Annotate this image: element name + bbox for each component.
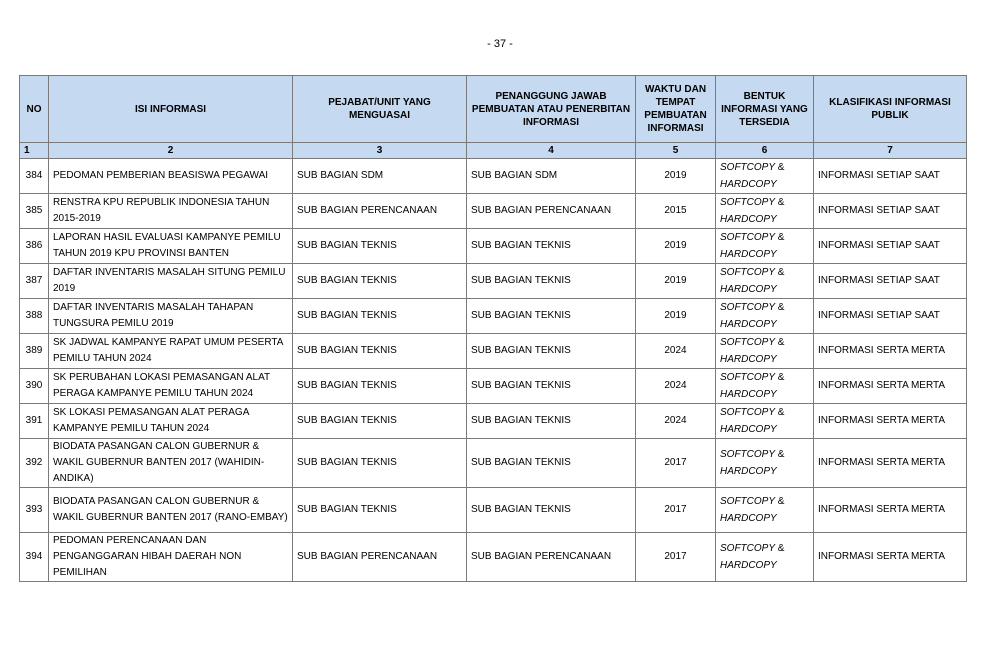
row-number: 390 — [20, 369, 49, 404]
isi-informasi-cell: BIODATA PASANGAN CALON GUBERNUR & WAKIL GUBERNUR BANTEN 2017 (WAHIDIN-ANDIKA) — [49, 439, 293, 488]
waktu-cell: 2024 — [636, 369, 716, 404]
klasifikasi-cell: INFORMASI SERTA MERTA — [814, 533, 967, 582]
ampersand-text: & — [775, 496, 785, 507]
hardcopy-text: HARDCOPY — [720, 560, 777, 571]
bentuk-cell — [716, 299, 814, 334]
softcopy-text: SOFTCOPY — [720, 267, 776, 278]
pejabat-cell: SUB BAGIAN TEKNIS — [293, 264, 467, 299]
page-number: - 37 - — [487, 38, 513, 50]
bentuk-cell — [716, 404, 814, 439]
isi-informasi-cell: PEDOMAN PERENCANAAN DAN PENGANGGARAN HIBAH DAERAH NON PEMILIHAN — [49, 533, 293, 582]
table-row — [20, 299, 967, 334]
hardcopy-text: HARDCOPY — [720, 354, 777, 365]
waktu-cell: 2017 — [636, 488, 716, 533]
softcopy-text: SOFTCOPY — [720, 337, 776, 348]
softcopy-text: SOFTCOPY — [720, 302, 776, 313]
klasifikasi-cell: INFORMASI SETIAP SAAT — [814, 194, 967, 229]
ampersand-text: & — [775, 267, 785, 278]
pejabat-cell: SUB BAGIAN TEKNIS — [293, 439, 467, 488]
bentuk-cell — [716, 229, 814, 264]
row-number: 391 — [20, 404, 49, 439]
ampersand-text: & — [775, 449, 785, 460]
pejabat-cell: SUB BAGIAN TEKNIS — [293, 299, 467, 334]
waktu-cell: 2015 — [636, 194, 716, 229]
isi-informasi-cell: LAPORAN HASIL EVALUASI KAMPANYE PEMILU TAHUN 2019 KPU PROVINSI BANTEN — [49, 229, 293, 264]
klasifikasi-cell: INFORMASI SERTA MERTA — [814, 369, 967, 404]
information-table — [19, 75, 967, 582]
ampersand-text: & — [775, 337, 785, 348]
ampersand-text: & — [775, 372, 785, 383]
penanggung-jawab-cell: SUB BAGIAN TEKNIS — [467, 299, 636, 334]
softcopy-text: SOFTCOPY — [720, 372, 776, 383]
softcopy-text: SOFTCOPY — [720, 162, 776, 173]
waktu-cell: 2019 — [636, 299, 716, 334]
isi-informasi-cell: DAFTAR INVENTARIS MASALAH SITUNG PEMILU 2019 — [49, 264, 293, 299]
row-number: 386 — [20, 229, 49, 264]
ampersand-text: & — [775, 407, 785, 418]
penanggung-jawab-cell: SUB BAGIAN PERENCANAAN — [467, 533, 636, 582]
klasifikasi-cell: INFORMASI SETIAP SAAT — [814, 229, 967, 264]
penanggung-jawab-cell: SUB BAGIAN TEKNIS — [467, 264, 636, 299]
table-row — [20, 404, 967, 439]
waktu-cell: 2017 — [636, 533, 716, 582]
hardcopy-text: HARDCOPY — [720, 389, 777, 400]
column-number: 4 — [467, 143, 636, 159]
ampersand-text: & — [775, 162, 785, 173]
column-number: 3 — [293, 143, 467, 159]
column-number: 5 — [636, 143, 716, 159]
waktu-cell: 2017 — [636, 439, 716, 488]
row-number: 387 — [20, 264, 49, 299]
table-row — [20, 369, 967, 404]
penanggung-jawab-cell: SUB BAGIAN TEKNIS — [467, 369, 636, 404]
klasifikasi-cell: INFORMASI SERTA MERTA — [814, 404, 967, 439]
bentuk-cell — [716, 159, 814, 194]
pejabat-cell: SUB BAGIAN SDM — [293, 159, 467, 194]
penanggung-jawab-cell: SUB BAGIAN TEKNIS — [467, 488, 636, 533]
penanggung-jawab-cell: SUB BAGIAN PERENCANAAN — [467, 194, 636, 229]
penanggung-jawab-cell: SUB BAGIAN SDM — [467, 159, 636, 194]
klasifikasi-cell: INFORMASI SERTA MERTA — [814, 488, 967, 533]
column-number-row — [20, 143, 967, 159]
header-pejabat: PEJABAT/UNIT YANG MENGUASAI — [293, 76, 467, 143]
row-number: 384 — [20, 159, 49, 194]
pejabat-cell: SUB BAGIAN TEKNIS — [293, 334, 467, 369]
isi-informasi-cell: RENSTRA KPU REPUBLIK INDONESIA TAHUN 2015-2019 — [49, 194, 293, 229]
waktu-cell: 2019 — [636, 159, 716, 194]
column-number: 2 — [49, 143, 293, 159]
bentuk-cell — [716, 334, 814, 369]
hardcopy-text: HARDCOPY — [720, 319, 777, 330]
pejabat-cell: SUB BAGIAN TEKNIS — [293, 369, 467, 404]
pejabat-cell: SUB BAGIAN TEKNIS — [293, 488, 467, 533]
pejabat-cell: SUB BAGIAN TEKNIS — [293, 404, 467, 439]
bentuk-cell — [716, 439, 814, 488]
ampersand-text: & — [775, 197, 785, 208]
header-isi-informasi: ISI INFORMASI — [49, 76, 293, 143]
penanggung-jawab-cell: SUB BAGIAN TEKNIS — [467, 404, 636, 439]
table-row — [20, 229, 967, 264]
pejabat-cell: SUB BAGIAN TEKNIS — [293, 229, 467, 264]
table-row — [20, 264, 967, 299]
table-row — [20, 439, 967, 488]
softcopy-text: SOFTCOPY — [720, 543, 776, 554]
waktu-cell: 2024 — [636, 334, 716, 369]
hardcopy-text: HARDCOPY — [720, 513, 777, 524]
hardcopy-text: HARDCOPY — [720, 424, 777, 435]
klasifikasi-cell: INFORMASI SETIAP SAAT — [814, 159, 967, 194]
penanggung-jawab-cell: SUB BAGIAN TEKNIS — [467, 334, 636, 369]
pejabat-cell: SUB BAGIAN PERENCANAAN — [293, 533, 467, 582]
penanggung-jawab-cell: SUB BAGIAN TEKNIS — [467, 439, 636, 488]
klasifikasi-cell: INFORMASI SETIAP SAAT — [814, 264, 967, 299]
isi-informasi-cell: SK PERUBAHAN LOKASI PEMASANGAN ALAT PERAGA KAMPANYE PEMILU TAHUN 2024 — [49, 369, 293, 404]
waktu-cell: 2019 — [636, 264, 716, 299]
hardcopy-text: HARDCOPY — [720, 249, 777, 260]
header-row — [20, 76, 967, 143]
softcopy-text: SOFTCOPY — [720, 407, 776, 418]
table-row — [20, 334, 967, 369]
ampersand-text: & — [775, 543, 785, 554]
isi-informasi-cell: BIODATA PASANGAN CALON GUBERNUR & WAKIL GUBERNUR BANTEN 2017 (RANO-EMBAY) — [49, 488, 293, 533]
header-bentuk: BENTUK INFORMASI YANG TERSEDIA — [716, 76, 814, 143]
row-number: 394 — [20, 533, 49, 582]
header-waktu: WAKTU DAN TEMPAT PEMBUATAN INFORMASI — [636, 76, 716, 143]
row-number: 393 — [20, 488, 49, 533]
row-number: 388 — [20, 299, 49, 334]
klasifikasi-cell: INFORMASI SETIAP SAAT — [814, 299, 967, 334]
penanggung-jawab-cell: SUB BAGIAN TEKNIS — [467, 229, 636, 264]
softcopy-text: SOFTCOPY — [720, 232, 776, 243]
bentuk-cell — [716, 533, 814, 582]
header-no: NO — [20, 76, 49, 143]
ampersand-text: & — [775, 232, 785, 243]
bentuk-cell — [716, 369, 814, 404]
column-number: 7 — [814, 143, 967, 159]
table-row — [20, 488, 967, 533]
ampersand-text: & — [775, 302, 785, 313]
bentuk-cell — [716, 264, 814, 299]
header-penanggung-jawab: PENANGGUNG JAWAB PEMBUATAN ATAU PENERBITAN INFORMASI — [467, 76, 636, 143]
table-row — [20, 159, 967, 194]
row-number: 385 — [20, 194, 49, 229]
bentuk-cell — [716, 488, 814, 533]
klasifikasi-cell: INFORMASI SERTA MERTA — [814, 334, 967, 369]
isi-informasi-cell: SK LOKASI PEMASANGAN ALAT PERAGA KAMPANYE PEMILU TAHUN 2024 — [49, 404, 293, 439]
row-number: 389 — [20, 334, 49, 369]
table-row — [20, 194, 967, 229]
isi-informasi-cell: DAFTAR INVENTARIS MASALAH TAHAPAN TUNGSURA PEMILU 2019 — [49, 299, 293, 334]
pejabat-cell: SUB BAGIAN PERENCANAAN — [293, 194, 467, 229]
header-klasifikasi: KLASIFIKASI INFORMASI PUBLIK — [814, 76, 967, 143]
softcopy-text: SOFTCOPY — [720, 197, 776, 208]
hardcopy-text: HARDCOPY — [720, 284, 777, 295]
waktu-cell: 2024 — [636, 404, 716, 439]
table-row — [20, 533, 967, 582]
column-number: 1 — [20, 143, 49, 159]
hardcopy-text: HARDCOPY — [720, 214, 777, 225]
klasifikasi-cell: INFORMASI SERTA MERTA — [814, 439, 967, 488]
isi-informasi-cell: SK JADWAL KAMPANYE RAPAT UMUM PESERTA PEMILU TAHUN 2024 — [49, 334, 293, 369]
hardcopy-text: HARDCOPY — [720, 179, 777, 190]
hardcopy-text: HARDCOPY — [720, 466, 777, 477]
isi-informasi-cell: PEDOMAN PEMBERIAN BEASISWA PEGAWAI — [49, 159, 293, 194]
column-number: 6 — [716, 143, 814, 159]
softcopy-text: SOFTCOPY — [720, 449, 776, 460]
row-number: 392 — [20, 439, 49, 488]
bentuk-cell — [716, 194, 814, 229]
waktu-cell: 2019 — [636, 229, 716, 264]
softcopy-text: SOFTCOPY — [720, 496, 776, 507]
